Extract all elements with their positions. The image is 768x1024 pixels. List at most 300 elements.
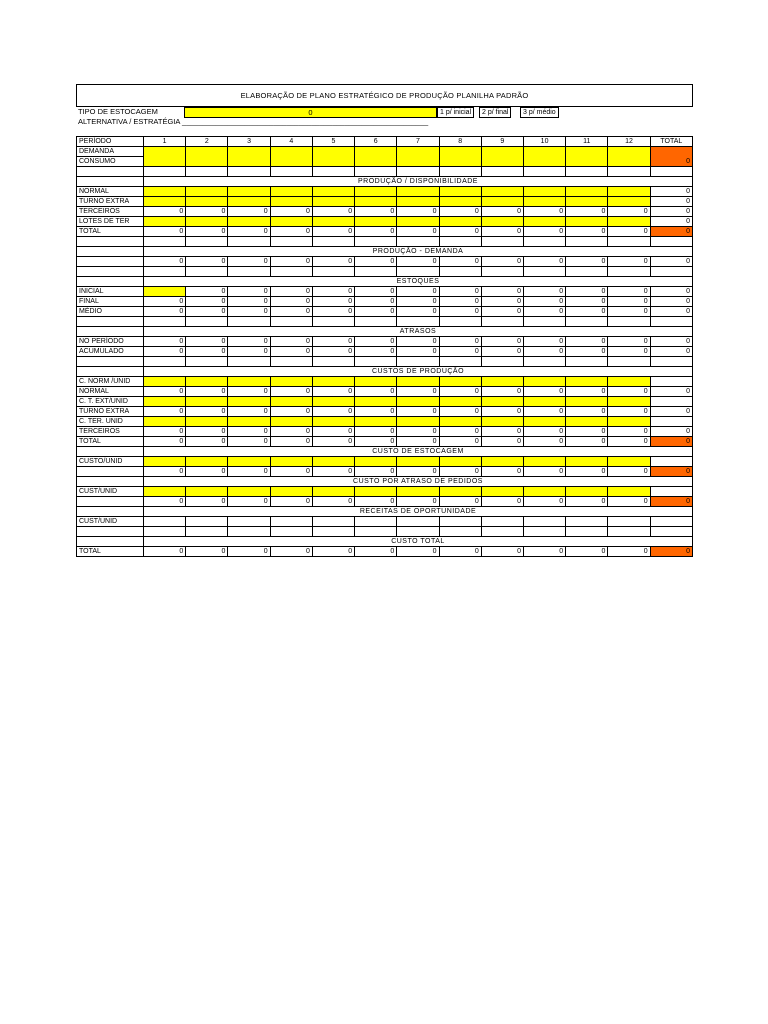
custos-producao-total-value-cell: 0 — [312, 437, 354, 447]
prod-demanda-section-title: PRODUÇÃO - DEMANDA — [144, 247, 693, 257]
page-title: ELABORAÇÃO DE PLANO ESTRATÉGICO DE PRODUÇÃO PLANILHA PADRÃO — [76, 84, 693, 107]
terceiros-total-cell: 0 — [650, 207, 692, 217]
turno-extra-input-cell[interactable] — [397, 197, 439, 207]
custo-estocagem-value-cell: 0 — [355, 467, 397, 477]
alternativa-label: ALTERNATIVA / ESTRATÉGIA ___________________________________________________________ — [78, 117, 429, 126]
custo-estocagem-unid-input-cell[interactable] — [312, 457, 354, 467]
custo-atraso-unid-input-cell[interactable] — [144, 487, 186, 497]
normal-row — [77, 187, 693, 197]
custo-atraso-value-cell: 0 — [523, 497, 565, 507]
estoque-inicial-value-cell: 0 — [186, 287, 228, 297]
custo-atraso-unid-input-cell[interactable] — [355, 487, 397, 497]
lotes-de-ter-label: LOTES DE TER — [77, 217, 144, 227]
blank-cell — [608, 317, 650, 327]
estoque-medio-value-cell: 0 — [523, 307, 565, 317]
c-ter-unid-input-cell[interactable] — [144, 417, 186, 427]
custo-turno-extra-value-cell: 0 — [355, 407, 397, 417]
blank-row — [77, 317, 693, 327]
estoque-final-value-cell: 0 — [186, 297, 228, 307]
custo-estocagem-unid-input-cell[interactable] — [228, 457, 270, 467]
normal-label: NORMAL — [77, 187, 144, 197]
lotes-de-ter-input-cell[interactable] — [566, 217, 608, 227]
receitas-empty-cell — [397, 527, 439, 537]
blank-cell — [186, 357, 228, 367]
estoque-final-total-cell: 0 — [650, 297, 692, 307]
custo-total-value-cell: 0 — [439, 547, 481, 557]
producao-total-value-cell: 0 — [608, 227, 650, 237]
custo-estocagem-unid-input-cell[interactable] — [270, 457, 312, 467]
c-t-ext-unid-input-cell[interactable] — [439, 397, 481, 407]
custo-total-row — [77, 547, 693, 557]
c-norm-unid-input-cell[interactable] — [228, 377, 270, 387]
c-norm-unid-input-cell[interactable] — [270, 377, 312, 387]
blank-cell — [355, 167, 397, 177]
custo-terceiros-value-cell: 0 — [397, 427, 439, 437]
demanda-input-cell[interactable] — [481, 147, 523, 167]
blank-cell — [608, 267, 650, 277]
lotes-de-ter-input-cell[interactable] — [312, 217, 354, 227]
custo-atraso-unid-input-cell[interactable] — [312, 487, 354, 497]
custo-estocagem-value-cell: 0 — [228, 467, 270, 477]
lotes-de-ter-input-cell[interactable] — [355, 217, 397, 227]
demanda-input-cell[interactable] — [186, 147, 228, 167]
receitas-unid-empty-cell — [186, 517, 228, 527]
demanda-input-cell[interactable] — [144, 147, 186, 167]
c-norm-unid-input-cell[interactable] — [439, 377, 481, 387]
custo-total-value-cell: 0 — [566, 547, 608, 557]
estoque-medio-value-cell: 0 — [228, 307, 270, 317]
custo-estocagem-unid-input-cell[interactable] — [481, 457, 523, 467]
receitas-row — [77, 527, 693, 537]
c-ter-unid-input-cell[interactable] — [397, 417, 439, 427]
estoque-inicial-value-cell: 0 — [228, 287, 270, 297]
custo-total-value-cell: 0 — [270, 547, 312, 557]
c-ter-unid-input-cell[interactable] — [186, 417, 228, 427]
custo-estocagem-unid-input-cell[interactable] — [186, 457, 228, 467]
normal-input-cell[interactable] — [144, 187, 186, 197]
demanda-input-cell[interactable] — [312, 147, 354, 167]
producao-total-value-cell: 0 — [481, 227, 523, 237]
prod-demanda-value-cell: 0 — [312, 257, 354, 267]
consumo-label: CONSUMO — [77, 157, 144, 167]
turno-extra-input-cell[interactable] — [186, 197, 228, 207]
estoque-inicial-value-cell: 0 — [270, 287, 312, 297]
receitas-label — [77, 527, 144, 537]
custos-producao-total-value-cell: 0 — [355, 437, 397, 447]
custo-turno-extra-value-cell: 0 — [144, 407, 186, 417]
c-t-ext-unid-total-cell — [650, 397, 692, 407]
custo-total-section-row — [77, 537, 693, 547]
custos-producao-total-value-cell: 0 — [186, 437, 228, 447]
turno-extra-input-cell[interactable] — [439, 197, 481, 207]
producao-total-label: TOTAL — [77, 227, 144, 237]
prod-demanda-value-cell: 0 — [355, 257, 397, 267]
blank-cell — [650, 267, 692, 277]
plan-table — [76, 136, 693, 557]
turno-extra-input-cell[interactable] — [144, 197, 186, 207]
atraso-acumulado-row — [77, 347, 693, 357]
terceiros-value-cell: 0 — [397, 207, 439, 217]
estoque-medio-value-cell: 0 — [608, 307, 650, 317]
custo-estocagem-unid-input-cell[interactable] — [397, 457, 439, 467]
tipo-estocagem-input[interactable]: 0 — [184, 107, 437, 118]
custo-atraso-unid-input-cell[interactable] — [608, 487, 650, 497]
custo-estocagem-unid-input-cell[interactable] — [608, 457, 650, 467]
estoque-final-value-cell: 0 — [355, 297, 397, 307]
custo-atraso-unid-input-cell[interactable] — [523, 487, 565, 497]
normal-input-cell[interactable] — [481, 187, 523, 197]
lotes-de-ter-input-cell[interactable] — [228, 217, 270, 227]
lotes-de-ter-input-cell[interactable] — [439, 217, 481, 227]
estoque-inicial-value-cell: 0 — [397, 287, 439, 297]
c-t-ext-unid-input-cell[interactable] — [523, 397, 565, 407]
estoque-final-value-cell: 0 — [397, 297, 439, 307]
normal-input-cell[interactable] — [186, 187, 228, 197]
custos-producao-total-value-cell: 0 — [397, 437, 439, 447]
blank-row — [77, 267, 693, 277]
receitas-empty-cell — [481, 527, 523, 537]
c-norm-unid-label: C. NORM /UNID — [77, 377, 144, 387]
custo-estocagem-value-cell: 0 — [439, 467, 481, 477]
custo-normal-value-cell: 0 — [566, 387, 608, 397]
lotes-de-ter-input-cell[interactable] — [523, 217, 565, 227]
blank-cell — [270, 167, 312, 177]
blank-cell — [650, 317, 692, 327]
custo-estocagem-unid-input-cell[interactable] — [355, 457, 397, 467]
receitas-empty-cell — [566, 527, 608, 537]
period-header: 11 — [566, 137, 608, 147]
estoque-medio-value-cell: 0 — [566, 307, 608, 317]
custos-producao-total-value-cell: 0 — [481, 437, 523, 447]
custo-turno-extra-value-cell: 0 — [523, 407, 565, 417]
custo-atraso-unid-input-cell[interactable] — [270, 487, 312, 497]
custo-atraso-unid-input-cell[interactable] — [439, 487, 481, 497]
custo-turno-extra-value-cell: 0 — [481, 407, 523, 417]
turno-extra-input-cell[interactable] — [566, 197, 608, 207]
terceiros-value-cell: 0 — [186, 207, 228, 217]
custo-estocagem-section-row — [77, 447, 693, 457]
blank-cell — [566, 267, 608, 277]
blank-cell — [439, 357, 481, 367]
c-norm-unid-input-cell[interactable] — [608, 377, 650, 387]
custo-estocagem-unid-label: CUSTO/UNID — [77, 457, 144, 467]
blank-row — [77, 357, 693, 367]
c-ter-unid-input-cell[interactable] — [481, 417, 523, 427]
c-t-ext-unid-row — [77, 397, 693, 407]
producao-total-value-cell: 0 — [397, 227, 439, 237]
c-t-ext-unid-input-cell[interactable] — [186, 397, 228, 407]
atraso-acumulado-value-cell: 0 — [270, 347, 312, 357]
blank-cell — [355, 357, 397, 367]
c-t-ext-unid-input-cell[interactable] — [312, 397, 354, 407]
c-t-ext-unid-input-cell[interactable] — [608, 397, 650, 407]
c-norm-unid-input-cell[interactable] — [186, 377, 228, 387]
custo-total-value-cell: 0 — [186, 547, 228, 557]
custo-estocagem-unid-total-cell — [650, 457, 692, 467]
normal-input-cell[interactable] — [608, 187, 650, 197]
blank-cell — [397, 237, 439, 247]
period-header: 7 — [397, 137, 439, 147]
blank-cell — [312, 357, 354, 367]
blank-cell — [566, 237, 608, 247]
lotes-de-ter-input-cell[interactable] — [270, 217, 312, 227]
custo-normal-value-cell: 0 — [186, 387, 228, 397]
blank-cell — [312, 317, 354, 327]
turno-extra-input-cell[interactable] — [228, 197, 270, 207]
custo-terceiros-value-cell: 0 — [186, 427, 228, 437]
blank-cell — [355, 267, 397, 277]
custo-estocagem-unid-input-cell[interactable] — [523, 457, 565, 467]
blank-cell — [77, 237, 144, 247]
lotes-de-ter-input-cell[interactable] — [186, 217, 228, 227]
blank-cell — [77, 277, 144, 287]
estoque-inicial-input-cell[interactable] — [144, 287, 186, 297]
c-ter-unid-input-cell[interactable] — [439, 417, 481, 427]
blank-cell — [523, 267, 565, 277]
receitas-unid-empty-cell — [481, 517, 523, 527]
demanda-input-cell[interactable] — [523, 147, 565, 167]
c-ter-unid-input-cell[interactable] — [355, 417, 397, 427]
blank-cell — [77, 447, 144, 457]
custo-normal-value-cell: 0 — [439, 387, 481, 397]
producao-total-value-cell: 0 — [270, 227, 312, 237]
blank-cell — [481, 167, 523, 177]
custo-estocagem-unid-input-cell[interactable] — [144, 457, 186, 467]
period-header: 2 — [186, 137, 228, 147]
blank-cell — [228, 237, 270, 247]
custo-normal-value-cell: 0 — [355, 387, 397, 397]
demanda-input-cell[interactable] — [397, 147, 439, 167]
total-header: TOTAL — [650, 137, 692, 147]
terceiros-value-cell: 0 — [228, 207, 270, 217]
turno-extra-input-cell[interactable] — [481, 197, 523, 207]
c-ter-unid-input-cell[interactable] — [566, 417, 608, 427]
estoques-section-title: ESTOQUES — [144, 277, 693, 287]
blank-cell — [228, 357, 270, 367]
c-norm-unid-input-cell[interactable] — [397, 377, 439, 387]
custo-estocagem-value-cell: 0 — [566, 467, 608, 477]
receitas-unid-empty-cell — [144, 517, 186, 527]
demanda-input-cell[interactable] — [608, 147, 650, 167]
blank-cell — [77, 537, 144, 547]
custo-estocagem-unid-input-cell[interactable] — [439, 457, 481, 467]
demanda-input-cell[interactable] — [228, 147, 270, 167]
normal-input-cell[interactable] — [439, 187, 481, 197]
option-medio: 3 p/ médio — [520, 107, 559, 118]
lotes-de-ter-input-cell[interactable] — [481, 217, 523, 227]
normal-input-cell[interactable] — [355, 187, 397, 197]
blank-cell — [355, 317, 397, 327]
turno-extra-row — [77, 197, 693, 207]
custo-turno-extra-value-cell: 0 — [228, 407, 270, 417]
custo-estocagem-row — [77, 467, 693, 477]
normal-input-cell[interactable] — [566, 187, 608, 197]
prod-demanda-value-cell: 0 — [608, 257, 650, 267]
estoque-inicial-value-cell: 0 — [312, 287, 354, 297]
period-header: 5 — [312, 137, 354, 147]
custo-terceiros-label: TERCEIROS — [77, 427, 144, 437]
custo-atraso-value-cell: 0 — [355, 497, 397, 507]
turno-extra-input-cell[interactable] — [355, 197, 397, 207]
demanda-input-cell[interactable] — [355, 147, 397, 167]
estoque-final-value-cell: 0 — [439, 297, 481, 307]
receitas-empty-cell — [355, 527, 397, 537]
c-t-ext-unid-input-cell[interactable] — [566, 397, 608, 407]
producao-total-value-cell: 0 — [566, 227, 608, 237]
terceiros-value-cell: 0 — [355, 207, 397, 217]
turno-extra-input-cell[interactable] — [608, 197, 650, 207]
atraso-no-periodo-value-cell: 0 — [481, 337, 523, 347]
c-t-ext-unid-input-cell[interactable] — [481, 397, 523, 407]
c-t-ext-unid-input-cell[interactable] — [270, 397, 312, 407]
c-t-ext-unid-input-cell[interactable] — [228, 397, 270, 407]
c-t-ext-unid-input-cell[interactable] — [355, 397, 397, 407]
producao-section-row — [77, 177, 693, 187]
blank-cell — [144, 267, 186, 277]
prod-demanda-value-cell: 0 — [186, 257, 228, 267]
atraso-acumulado-value-cell: 0 — [481, 347, 523, 357]
custo-total-section-title: CUSTO TOTAL — [144, 537, 693, 547]
c-norm-unid-input-cell[interactable] — [144, 377, 186, 387]
estoque-inicial-value-cell: 0 — [355, 287, 397, 297]
normal-input-cell[interactable] — [228, 187, 270, 197]
blank-cell — [77, 367, 144, 377]
c-norm-unid-input-cell[interactable] — [481, 377, 523, 387]
estoque-final-value-cell: 0 — [566, 297, 608, 307]
custo-terceiros-value-cell: 0 — [270, 427, 312, 437]
turno-extra-input-cell[interactable] — [523, 197, 565, 207]
custo-atraso-unid-input-cell[interactable] — [566, 487, 608, 497]
atraso-no-periodo-value-cell: 0 — [144, 337, 186, 347]
estoque-final-value-cell: 0 — [270, 297, 312, 307]
blank-cell — [566, 167, 608, 177]
normal-input-cell[interactable] — [397, 187, 439, 197]
c-ter-unid-input-cell[interactable] — [312, 417, 354, 427]
c-norm-unid-input-cell[interactable] — [566, 377, 608, 387]
custo-normal-value-cell: 0 — [228, 387, 270, 397]
custo-atraso-label — [77, 497, 144, 507]
custo-atraso-value-cell: 0 — [228, 497, 270, 507]
estoque-inicial-total-cell: 0 — [650, 287, 692, 297]
c-ter-unid-input-cell[interactable] — [228, 417, 270, 427]
c-t-ext-unid-label: C. T. EXT/UNID — [77, 397, 144, 407]
blank-cell — [523, 167, 565, 177]
producao-total-value-cell: 0 — [439, 227, 481, 237]
lotes-de-ter-input-cell[interactable] — [144, 217, 186, 227]
normal-input-cell[interactable] — [312, 187, 354, 197]
blank-cell — [439, 167, 481, 177]
custo-total-value-cell: 0 — [144, 547, 186, 557]
c-ter-unid-input-cell[interactable] — [608, 417, 650, 427]
blank-cell — [270, 317, 312, 327]
custo-terceiros-value-cell: 0 — [439, 427, 481, 437]
custo-estocagem-value-cell: 0 — [312, 467, 354, 477]
estoque-inicial-value-cell: 0 — [608, 287, 650, 297]
blank-cell — [312, 267, 354, 277]
custo-normal-value-cell: 0 — [144, 387, 186, 397]
custo-total-value-cell: 0 — [312, 547, 354, 557]
turno-extra-input-cell[interactable] — [312, 197, 354, 207]
blank-cell — [566, 317, 608, 327]
prod-demanda-value-cell: 0 — [523, 257, 565, 267]
lotes-de-ter-row — [77, 217, 693, 227]
estoque-inicial-row — [77, 287, 693, 297]
c-ter-unid-input-cell[interactable] — [523, 417, 565, 427]
terceiros-value-cell: 0 — [523, 207, 565, 217]
custos-producao-total-value-cell: 0 — [566, 437, 608, 447]
c-norm-unid-input-cell[interactable] — [523, 377, 565, 387]
estoque-inicial-label: INICIAL — [77, 287, 144, 297]
prod-demanda-total-cell: 0 — [650, 257, 692, 267]
custo-atraso-unid-input-cell[interactable] — [228, 487, 270, 497]
blank-cell — [228, 167, 270, 177]
custo-normal-value-cell: 0 — [270, 387, 312, 397]
custo-atraso-value-cell: 0 — [312, 497, 354, 507]
custo-normal-value-cell: 0 — [312, 387, 354, 397]
period-header: 1 — [144, 137, 186, 147]
lotes-de-ter-input-cell[interactable] — [397, 217, 439, 227]
demanda-input-cell[interactable] — [439, 147, 481, 167]
receitas-unid-empty-cell — [566, 517, 608, 527]
normal-input-cell[interactable] — [270, 187, 312, 197]
period-header: 4 — [270, 137, 312, 147]
estoque-medio-value-cell: 0 — [397, 307, 439, 317]
estoque-final-row — [77, 297, 693, 307]
custo-atraso-unid-row — [77, 487, 693, 497]
custo-estocagem-unid-input-cell[interactable] — [566, 457, 608, 467]
terceiros-value-cell: 0 — [270, 207, 312, 217]
prod-demanda-value-cell: 0 — [228, 257, 270, 267]
estoque-final-value-cell: 0 — [312, 297, 354, 307]
atraso-acumulado-value-cell: 0 — [186, 347, 228, 357]
atraso-no-periodo-label: NO PERÍODO — [77, 337, 144, 347]
atraso-no-periodo-row — [77, 337, 693, 347]
custo-terceiros-value-cell: 0 — [481, 427, 523, 437]
atraso-no-periodo-value-cell: 0 — [523, 337, 565, 347]
blank-cell — [608, 167, 650, 177]
custo-atraso-unid-input-cell[interactable] — [397, 487, 439, 497]
estoque-medio-value-cell: 0 — [186, 307, 228, 317]
c-t-ext-unid-input-cell[interactable] — [397, 397, 439, 407]
receitas-unid-empty-cell — [439, 517, 481, 527]
demanda-input-cell[interactable] — [270, 147, 312, 167]
blank-cell — [77, 267, 144, 277]
c-norm-unid-input-cell[interactable] — [312, 377, 354, 387]
custo-atraso-value-cell: 0 — [608, 497, 650, 507]
tipo-estocagem-label: TIPO DE ESTOCAGEM — [78, 107, 158, 116]
demanda-input-cell[interactable] — [566, 147, 608, 167]
c-ter-unid-input-cell[interactable] — [270, 417, 312, 427]
normal-input-cell[interactable] — [523, 187, 565, 197]
receitas-unid-empty-cell — [312, 517, 354, 527]
custo-turno-extra-value-cell: 0 — [566, 407, 608, 417]
receitas-unid-empty-cell — [228, 517, 270, 527]
blank-cell — [523, 317, 565, 327]
custo-atraso-unid-input-cell[interactable] — [481, 487, 523, 497]
lotes-de-ter-input-cell[interactable] — [608, 217, 650, 227]
custo-atraso-unid-input-cell[interactable] — [186, 487, 228, 497]
blank-cell — [650, 167, 692, 177]
c-t-ext-unid-input-cell[interactable] — [144, 397, 186, 407]
custo-total-value-cell: 0 — [481, 547, 523, 557]
demanda-label: DEMANDA — [77, 147, 144, 157]
estoque-medio-value-cell: 0 — [355, 307, 397, 317]
c-norm-unid-input-cell[interactable] — [355, 377, 397, 387]
estoque-inicial-value-cell: 0 — [439, 287, 481, 297]
turno-extra-input-cell[interactable] — [270, 197, 312, 207]
period-header: 6 — [355, 137, 397, 147]
atraso-acumulado-value-cell: 0 — [439, 347, 481, 357]
